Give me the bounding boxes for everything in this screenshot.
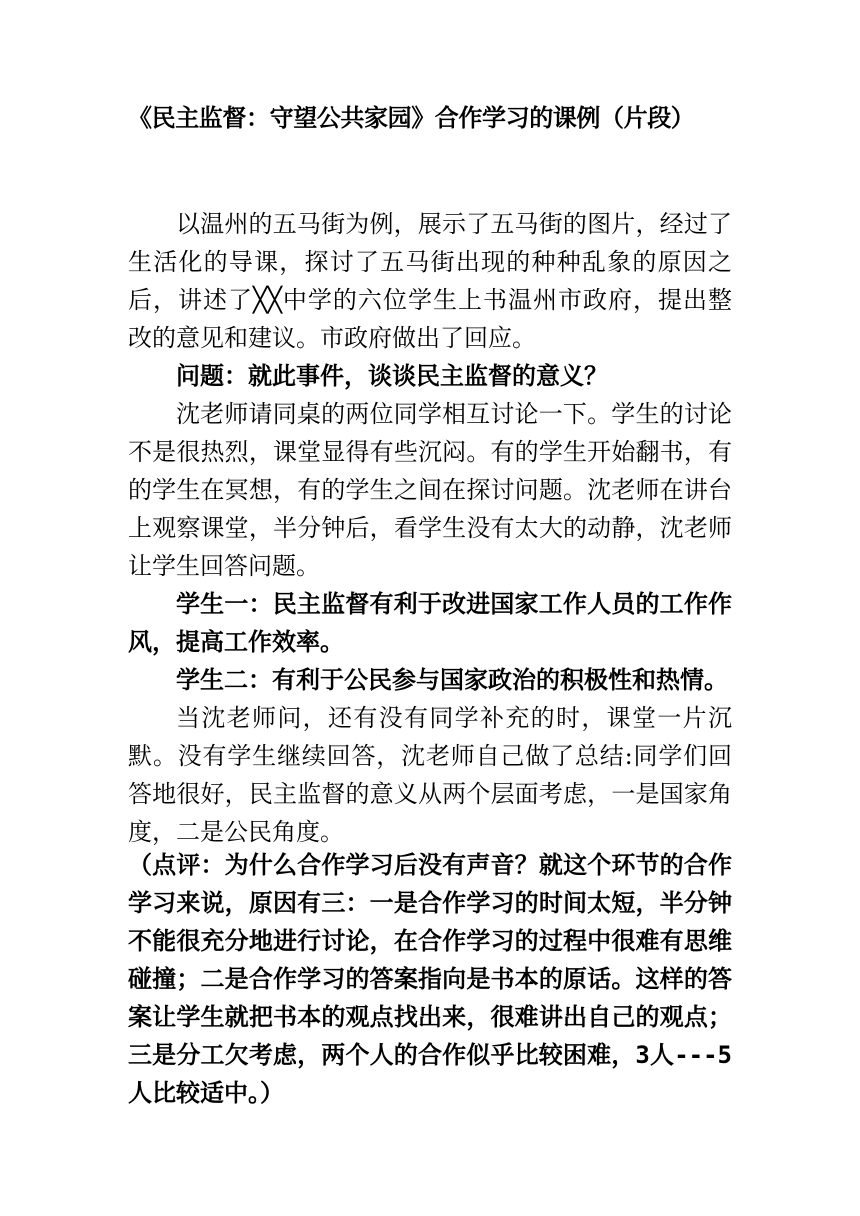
paragraph-intro: 以温州的五马街为例，展示了五马街的图片，经过了生活化的导课，探讨了五马街出现的种种乱象的原因之后，讲述了╳╳中学的六位学生上书温州市政府，提出整改的意见和建议。市政府做出了回应。	[128, 210, 732, 352]
document-title: 《民主监督：守望公共家园》合作学习的课例（片段）	[128, 103, 695, 132]
paragraph-summary: 当沈老师问，还有没有同学补充的时，课堂一片沉默。没有学生继续回答，沈老师自己做了总结:同学们回答地很好，民主监督的意义从两个层面考虑，一是国家角度，二是公民角度。	[128, 704, 732, 846]
document-body	[128, 205, 732, 851]
paragraph-student-two: 学生二：有利于公民参与国家政治的积极性和热情。	[176, 665, 728, 694]
paragraph-question: 问题：就此事件，谈谈民主监督的意义？	[176, 361, 608, 390]
paragraph-student-one: 学生一：民主监督有利于改进国家工作人员的工作作风，提高工作效率。	[128, 589, 732, 656]
comment-block: （点评：为什么合作学习后没有声音？就这个环节的合作学习来说，原因有三：一是合作学习的时间太短，半分钟不能很充分地进行讨论，在合作学习的过程中很难有思维碰撞；二是合作学习的答案指向是书本的原话。这样的答案让学生就把书本的观点找出来，很难讲出自己的观点；三是分工欠考虑，两个人的合作似乎比较困难，3人---5人比较适中。）	[128, 851, 732, 1107]
paragraph-discussion: 沈老师请同桌的两位同学相互讨论一下。学生的讨论不是很热烈，课堂显得有些沉闷。有的学生开始翻书，有的学生在冥想，有的学生之间在探讨问题。沈老师在讲台上观察课堂，半分钟后，看学生没有太大的动静，沈老师让学生回答问题。	[128, 400, 732, 580]
